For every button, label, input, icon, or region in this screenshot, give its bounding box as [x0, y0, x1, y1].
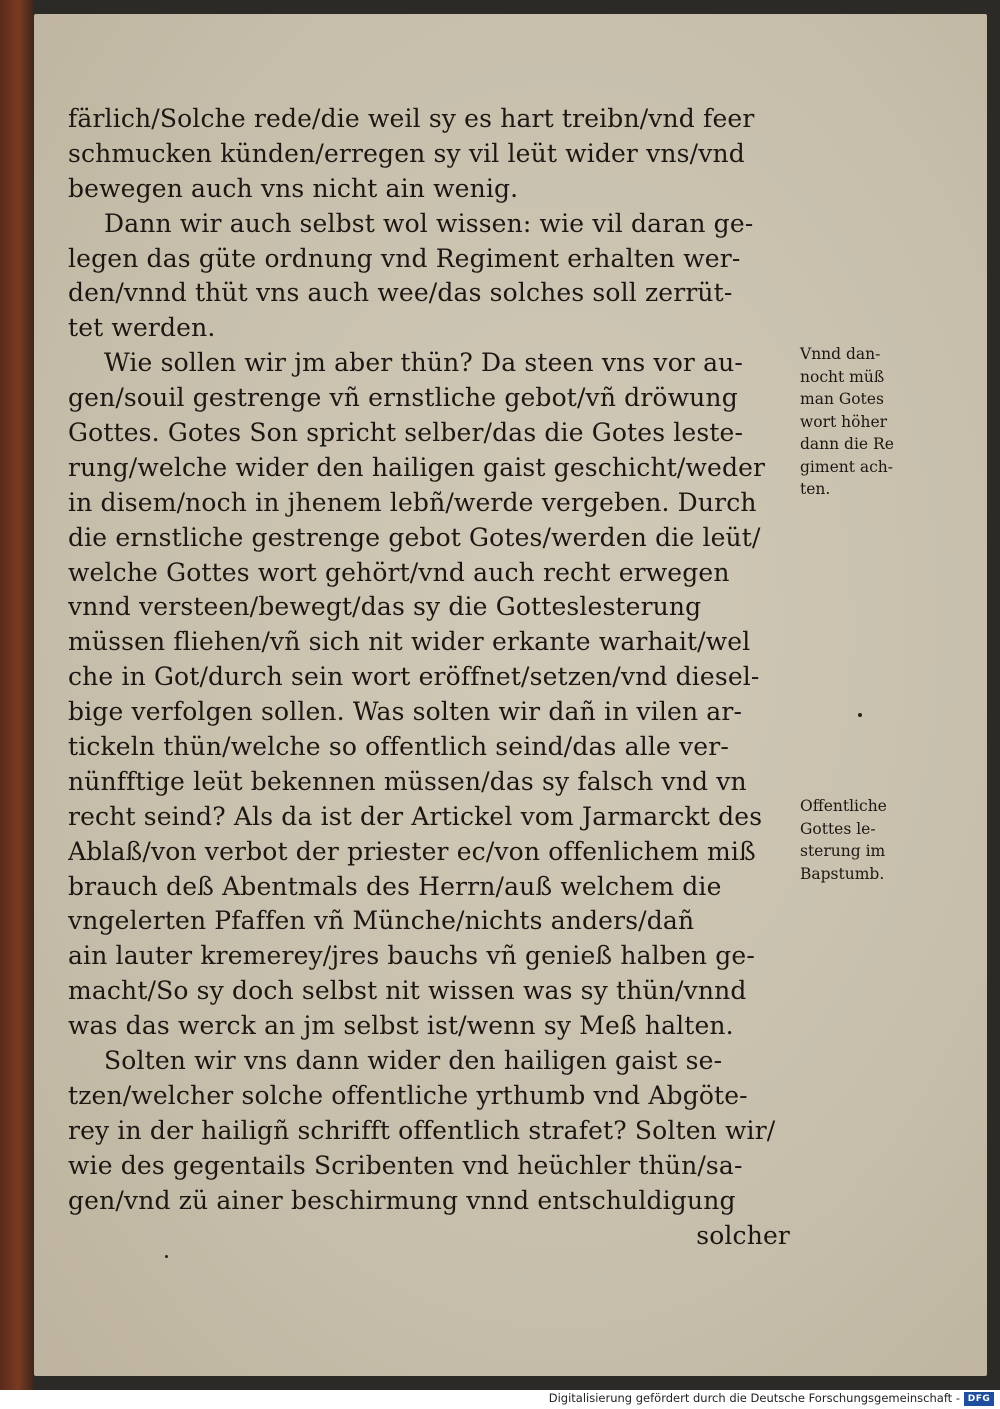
marginal-note: [800, 795, 940, 885]
marginal-note-line: dann die Re: [800, 435, 894, 453]
text-line: wie des gegentails Scribenten vnd heüchler thün/sa-: [68, 1150, 743, 1180]
text-line: ain lauter kremerey/jres bauchs vñ genieß halben ge-: [68, 941, 755, 971]
text-line: legen das güte ordnung vnd Regiment erhalten wer-: [68, 243, 741, 273]
text-line: che in Got/durch sein wort eröffnet/setzen/vnd diesel-: [68, 662, 760, 692]
text-line: Wie sollen wir jm aber thün? Da steen vns vor au-: [104, 348, 743, 378]
text-line: recht seind? Als da ist der Artickel vom Jarmarckt des: [68, 801, 763, 831]
text-line: tet werden.: [68, 313, 216, 343]
text-line: bewegen auch vns nicht ain wenig.: [68, 173, 519, 203]
ink-speck: [165, 1255, 168, 1258]
text-line: bige verfolgen sollen. Was solten wir dañ in vilen ar-: [68, 697, 743, 727]
marginal-note-line: ten.: [800, 480, 831, 498]
marginal-note-line: nocht müß: [800, 367, 885, 386]
text-line: nünfftige leüt bekennen müssen/das sy falsch vnd vn: [68, 766, 747, 796]
footer-bar: [0, 1390, 1000, 1409]
text-line: tickeln thün/welche so offentlich seind/das alle ver-: [68, 732, 729, 762]
text-line: tzen/welcher solche offentliche yrthumb vnd Abgöte-: [68, 1080, 748, 1110]
funding-credit: Digitalisierung gefördert durch die Deutsche Forschungsgemeinschaft -: [548, 1391, 960, 1405]
text-line: macht/So sy doch selbst nit wissen was sy thün/vnnd: [68, 976, 747, 1006]
text-line: vngelerten Pfaffen vñ Münche/nichts anders/dañ: [68, 906, 695, 936]
marginal-note-line: man Gotes: [800, 390, 884, 408]
text-line: brauch deß Abentmals des Herrn/auß welchem die: [68, 871, 722, 901]
text-line: müssen fliehen/vñ sich nit wider erkante warhait/wel: [68, 627, 751, 657]
text-line: gen/souil gestrenge vñ ernstliche gebot/vñ dröwung: [68, 383, 738, 413]
catchword: solcher: [696, 1220, 790, 1250]
marginal-note-line: Vnnd dan-: [800, 345, 881, 363]
book-spine-edge: [0, 0, 34, 1390]
ink-speck: [858, 713, 862, 717]
marginal-note-line: sterung im: [800, 842, 886, 860]
text-line: was das werck an jm selbst ist/wenn sy Meß halten.: [68, 1011, 734, 1041]
marginal-note-line: wort höher: [800, 412, 888, 431]
text-line: rung/welche wider den hailigen gaist geschicht/weder: [68, 452, 766, 482]
text-line: gen/vnd zü ainer beschirmung vnnd entschuldigung: [68, 1185, 736, 1215]
text-line: Dann wir auch selbst wol wissen: wie vil daran ge-: [104, 208, 754, 238]
text-line: die ernstliche gestrenge gebot Gotes/werden die leüt/: [68, 522, 761, 552]
text-line: schmucken künden/erregen sy vil leüt wider vns/vnd: [68, 138, 745, 168]
text-line: rey in der hailigñ schrifft offentlich strafet? Solten wir/: [68, 1115, 776, 1145]
text-line: Ablaß/von verbot der priester ec/von offenlichem miß: [68, 836, 756, 866]
marginal-note-line: Gottes le-: [800, 819, 876, 838]
text-line: den/vnnd thüt vns auch wee/das solches soll zerrüt-: [68, 278, 733, 308]
marginal-note-line: Offentliche: [800, 797, 887, 815]
text-line: Solten wir vns dann wider den hailigen gaist se-: [104, 1046, 723, 1076]
text-line: Gottes. Gotes Son spricht selber/das die Gotes leste-: [68, 418, 744, 448]
marginal-note-line: Bapstumb.: [800, 864, 885, 883]
text-line: welche Gottes wort gehört/vnd auch recht erwegen: [68, 557, 730, 587]
text-line: vnnd versteen/bewegt/das sy die Gotteslesterung: [68, 592, 702, 622]
dfg-logo: DFG: [964, 1392, 994, 1406]
main-text-block: [68, 102, 798, 1253]
text-line: färlich/Solche rede/die weil sy es hart treibn/vnd feer: [68, 104, 755, 133]
marginal-note: [800, 343, 940, 501]
text-line: in disem/noch in jhenem lebñ/werde vergeben. Durch: [68, 487, 757, 517]
marginal-note-line: giment ach-: [800, 457, 894, 476]
